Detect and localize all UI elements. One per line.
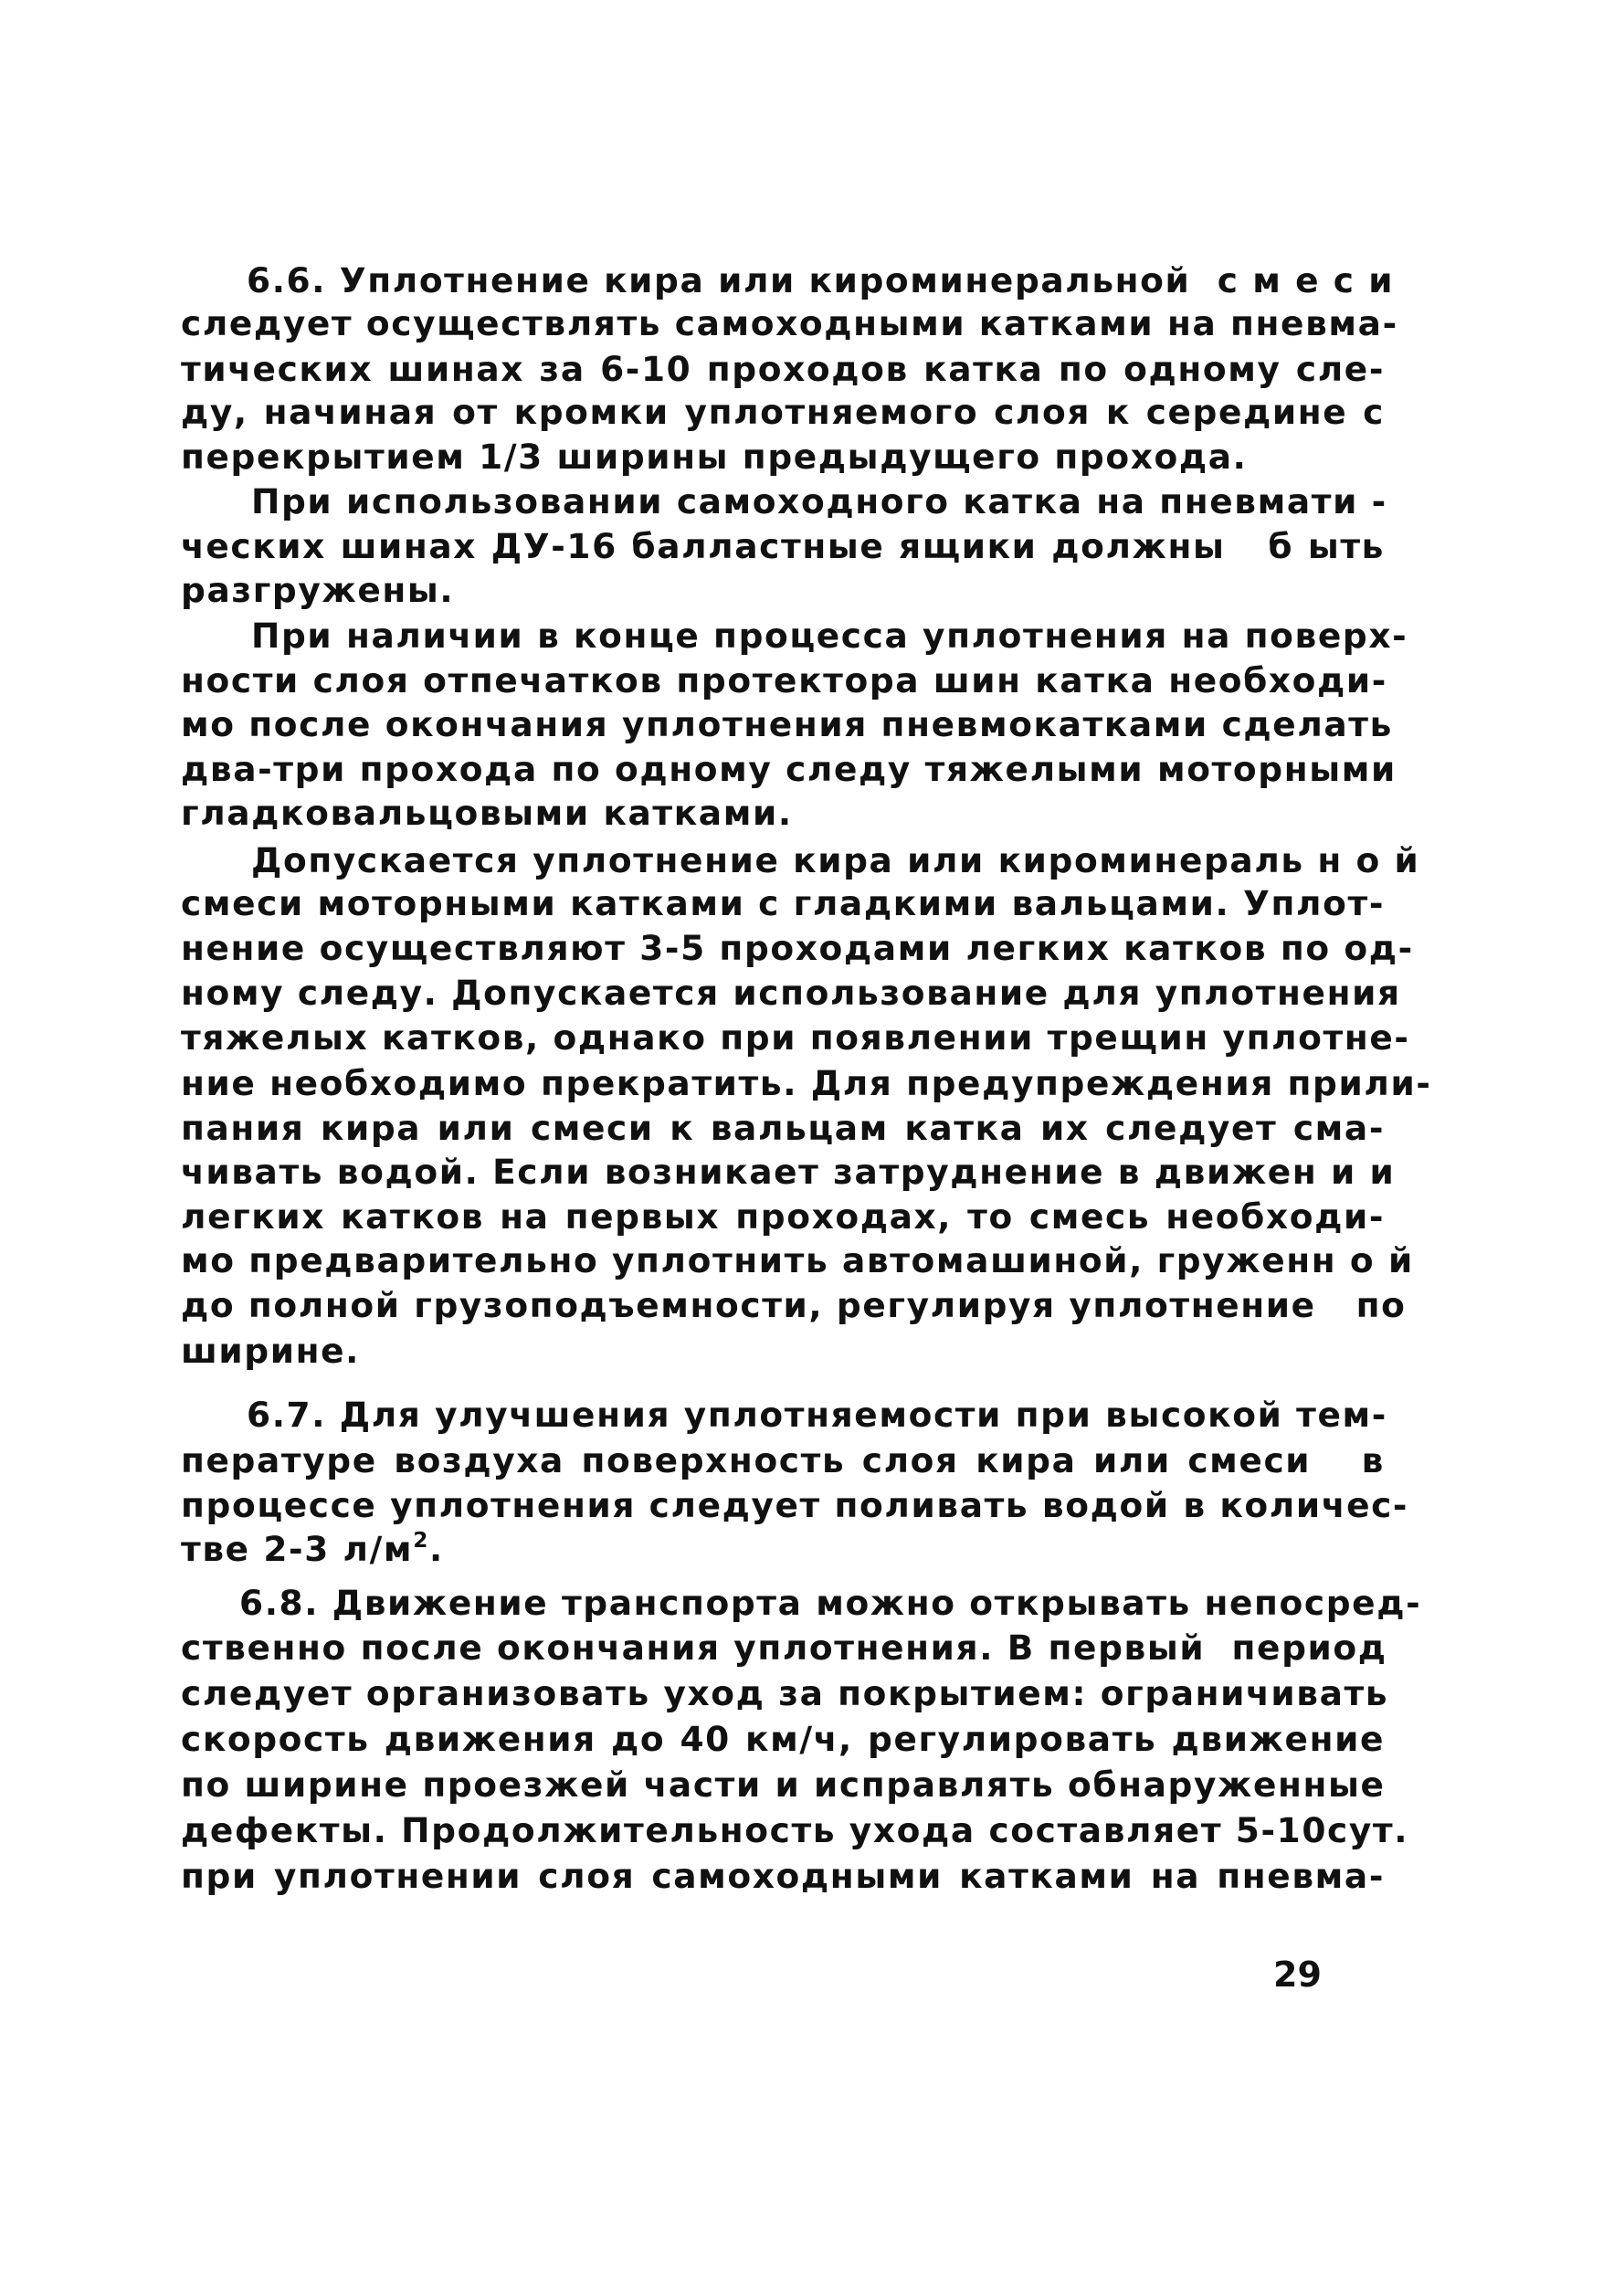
text-line: нение осуществляют 3-5 проходами легких катков по од- xyxy=(181,928,1414,968)
text-line: пературе воздуха поверхность слоя кира или смеси в xyxy=(181,1440,1385,1480)
text-line: разгружены. xyxy=(181,570,455,610)
text-line: по ширине проезжей части и исправлять обнаруженные xyxy=(181,1765,1386,1805)
text-line: ческих шинах ДУ-16 балластные ящики должны б ыть xyxy=(181,526,1385,566)
text-line: мо после окончания уплотнения пневмокатками сделать xyxy=(181,704,1393,744)
text-line: 6.8. Движение транспорта можно открывать непосред- xyxy=(239,1583,1422,1623)
text-line: смеси моторными катками с гладкими вальцами. Уплот- xyxy=(181,883,1385,923)
text-line: ширине. xyxy=(181,1331,361,1371)
text-line: процессе уплотнения следует поливать водой в количес- xyxy=(181,1485,1409,1525)
text-line: легких катков на первых проходах, то смесь необходи- xyxy=(181,1196,1385,1237)
page-number: 29 xyxy=(1273,1954,1322,1995)
text-line: чивать водой. Если возникает затруднение в движен и и xyxy=(181,1152,1396,1192)
text-line: ности слоя отпечатков протектора шин катка необходи- xyxy=(181,660,1387,701)
text-line: 6.7. Для улучшения уплотняемости при высокой тем- xyxy=(247,1395,1387,1435)
text-line: При использовании самоходного катка на пневмати - xyxy=(251,481,1387,521)
text-line: гладковальцовыми катками. xyxy=(181,793,793,833)
text-line: При наличии в конце процесса уплотнения на поверх- xyxy=(251,616,1408,656)
text-line: скорость движения до 40 км/ч, регулировать движение xyxy=(181,1719,1385,1759)
text-line: при уплотнении слоя самоходными катками на пневма- xyxy=(181,1856,1385,1896)
text-line: следует организовать уход за покрытием: ограничивать xyxy=(181,1673,1389,1713)
text-line: до полной грузоподъемности, регулируя уплотнение по xyxy=(181,1285,1407,1325)
text-line: пания кира или смеси к вальцам катка их следует сма- xyxy=(181,1108,1385,1148)
text-line: перекрытием 1/3 ширины предыдущего прохода. xyxy=(181,437,1248,477)
text-line: два-три прохода по одному следу тяжелыми моторными xyxy=(181,749,1397,789)
text-line: 6.6. Уплотнение кира или кироминеральной с м е с и xyxy=(247,260,1395,300)
text-line: дефекты. Продолжительность ухода составляет 5-10сут. xyxy=(181,1810,1409,1850)
text-line: ду, начиная от кромки уплотняемого слоя к середине с xyxy=(181,392,1385,432)
text-line: Допускается уплотнение кира или кироминераль н о й xyxy=(251,840,1420,880)
text-line: следует осуществлять самоходными катками на пневма- xyxy=(181,303,1398,343)
text-line: мо предварительно уплотнить автомашиной, груженн о й xyxy=(181,1240,1414,1280)
text-line: тве 2-3 $л/м^2$. xyxy=(181,1527,444,1569)
text-line: тических шинах за 6-10 проходов катка по одному сле- xyxy=(181,349,1385,389)
text-line: тяжелых катков, однако при появлении трещин уплотне- xyxy=(181,1017,1410,1058)
text-line: ному следу. Допускается использование для уплотнения xyxy=(181,973,1401,1013)
text-line: ние необходимо прекратить. Для предупреждения прили- xyxy=(181,1063,1432,1103)
text-line: ственно после окончания уплотнения. В первый период xyxy=(181,1628,1387,1668)
